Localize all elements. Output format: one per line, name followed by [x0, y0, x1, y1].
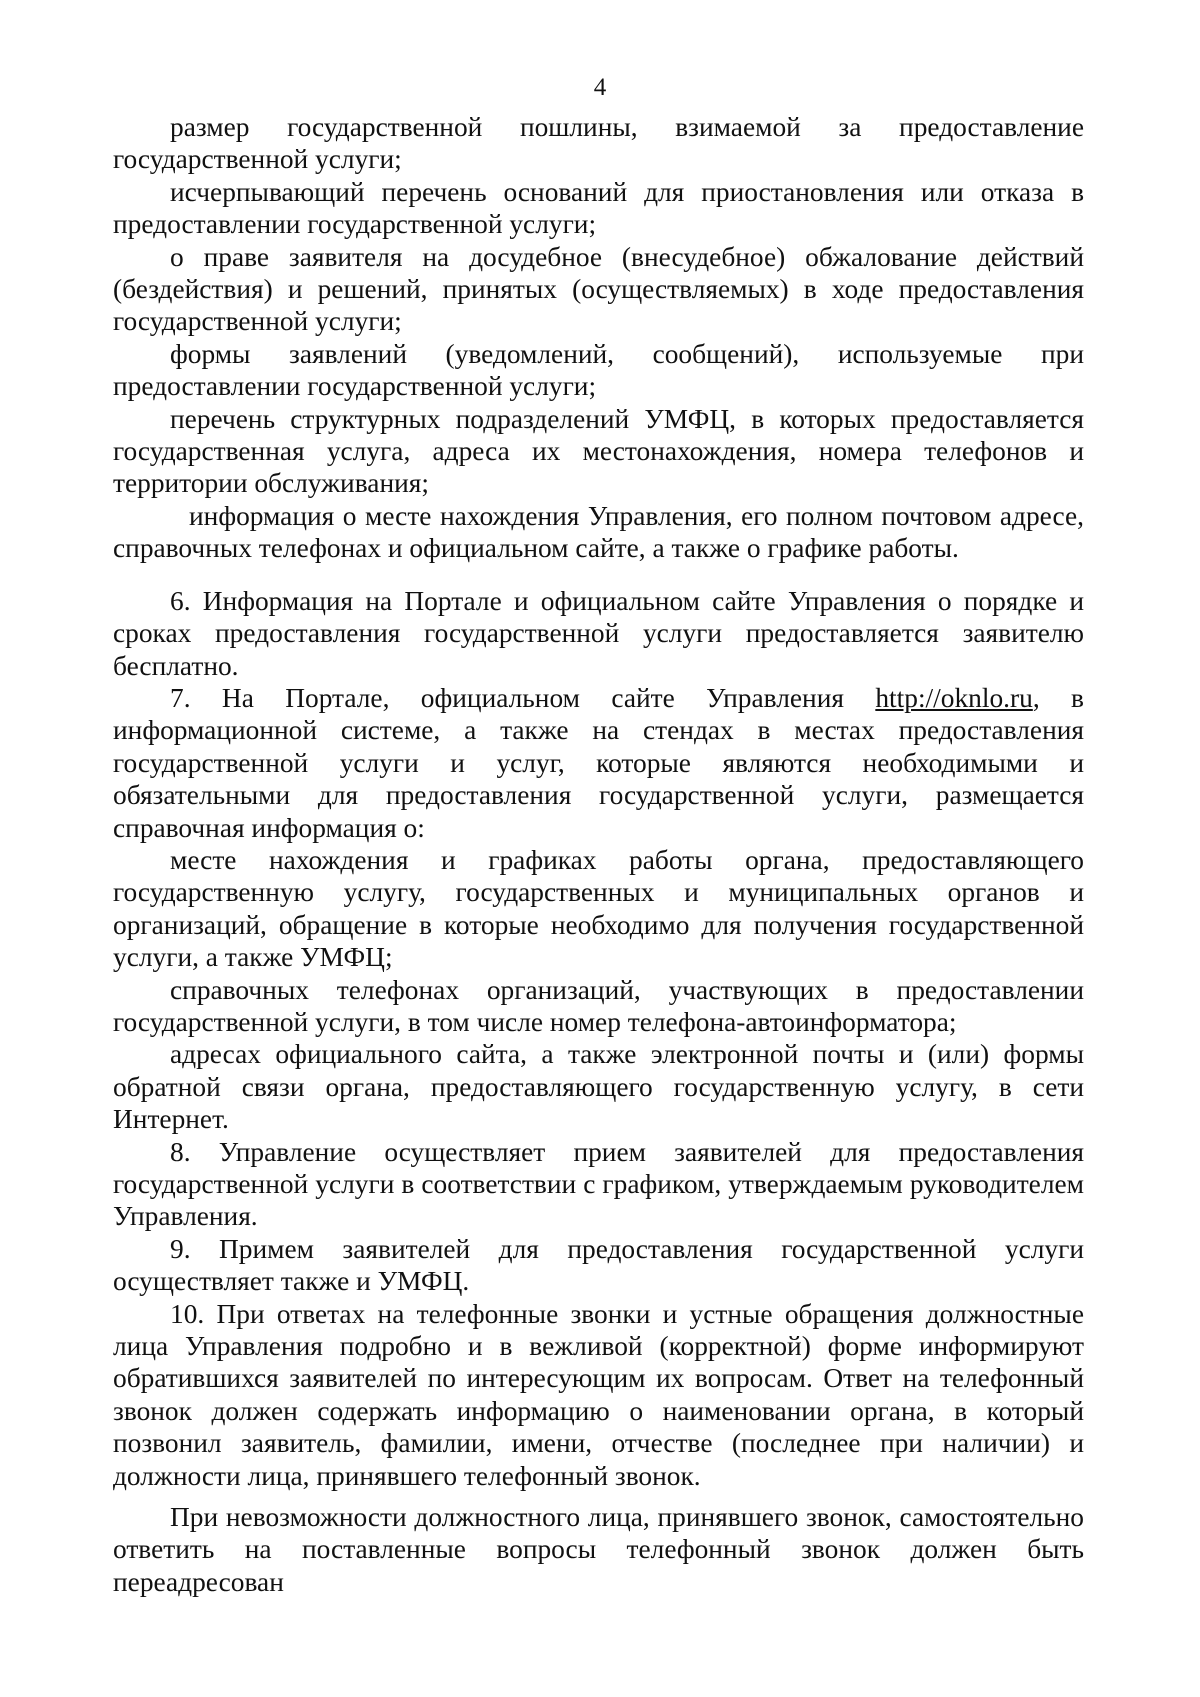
paragraph-umfc-units: перечень структурных подразделений УМФЦ, в которых предоставляется государственная услуга, адреса их местонахождения, номера телефонов и территории обслуживания; — [113, 403, 1084, 499]
paragraph-right-to-appeal: о праве заявителя на досудебное (внесудебное) обжалование действий (бездействия) и решений, принятых (осуществляемых) в ходе предоставления государственной услуги; — [113, 241, 1084, 337]
paragraph-item-9: 9. Примем заявителей для предоставления государственной услуги осуществляет также и УМФЦ. — [113, 1233, 1084, 1297]
item-7-text-start: 7. На Портале, официальном сайте Управления — [170, 682, 876, 713]
paragraph-office-location: информация о месте нахождения Управления, его полном почтовом адресе, справочных телефонах и официальном сайте, а также о графике работы. — [113, 500, 1084, 564]
paragraph-call-redirect: При невозможности должностного лица, принявшего звонок, самостоятельно ответить на поставленные вопросы телефонный звонок должен быть переадресован — [113, 1502, 1084, 1597]
paragraph-item-10: 10. При ответах на телефонные звонки и устные обращения должностные лица Управления подробно и в вежливой (корректной) форме информируют обратившихся заявителей по интересующим их вопросам. Ответ на телефонный звонок должен содержать информацию о наименовании органа, в который позвонил заявитель, фамилии, имени, отчестве (последнее при наличии) и должности лица, принявшего телефонный звонок. — [113, 1298, 1084, 1491]
official-site-link[interactable]: http://oknlo.ru — [875, 682, 1033, 713]
paragraph-website-and-email: адресах официального сайта, а также электронной почты и (или) формы обратной связи органа, предоставляющего государственную услугу, в сети Интернет. — [113, 1039, 1084, 1135]
paragraph-location-and-schedule: месте нахождения и графиках работы органа, предоставляющего государственную услугу, государственных и муниципальных органов и организаций, обращение в которые необходимо для получения государственной услуги, а также УМФЦ; — [113, 844, 1084, 973]
document-body — [113, 111, 1084, 1598]
page-number: 4 — [593, 74, 607, 101]
item-7-text-end: , в информационной системе, а также на стендах в местах предоставления государственной услуги и услуг, которые являются необходимыми и обязательными для предоставления государственной услуги, размещается справочная информация о: — [113, 682, 1084, 843]
paragraph-item-6: 6. Информация на Портале и официальном сайте Управления о порядке и сроках предоставления государственной услуги предоставляется заявителю бесплатно. — [113, 585, 1084, 681]
paragraph-reference-phones: справочных телефонах организаций, участвующих в предоставлении государственной услуги, в том числе номер телефона-автоинформатора; — [113, 974, 1084, 1037]
paragraph-item-7 — [113, 682, 1084, 844]
paragraph-application-forms: формы заявлений (уведомлений, сообщений), используемые при предоставлении государственной услуги; — [113, 338, 1084, 402]
paragraph-state-fee: размер государственной пошлины, взимаемой за предоставление государственной услуги; — [113, 112, 1084, 175]
paragraph-item-8: 8. Управление осуществляет прием заявителей для предоставления государственной услуги в соответствии с графиком, утверждаемым руководителем Управления. — [113, 1136, 1084, 1232]
paragraph-grounds-for-refusal: исчерпывающий перечень оснований для приостановления или отказа в предоставлении государственной услуги; — [113, 176, 1084, 240]
